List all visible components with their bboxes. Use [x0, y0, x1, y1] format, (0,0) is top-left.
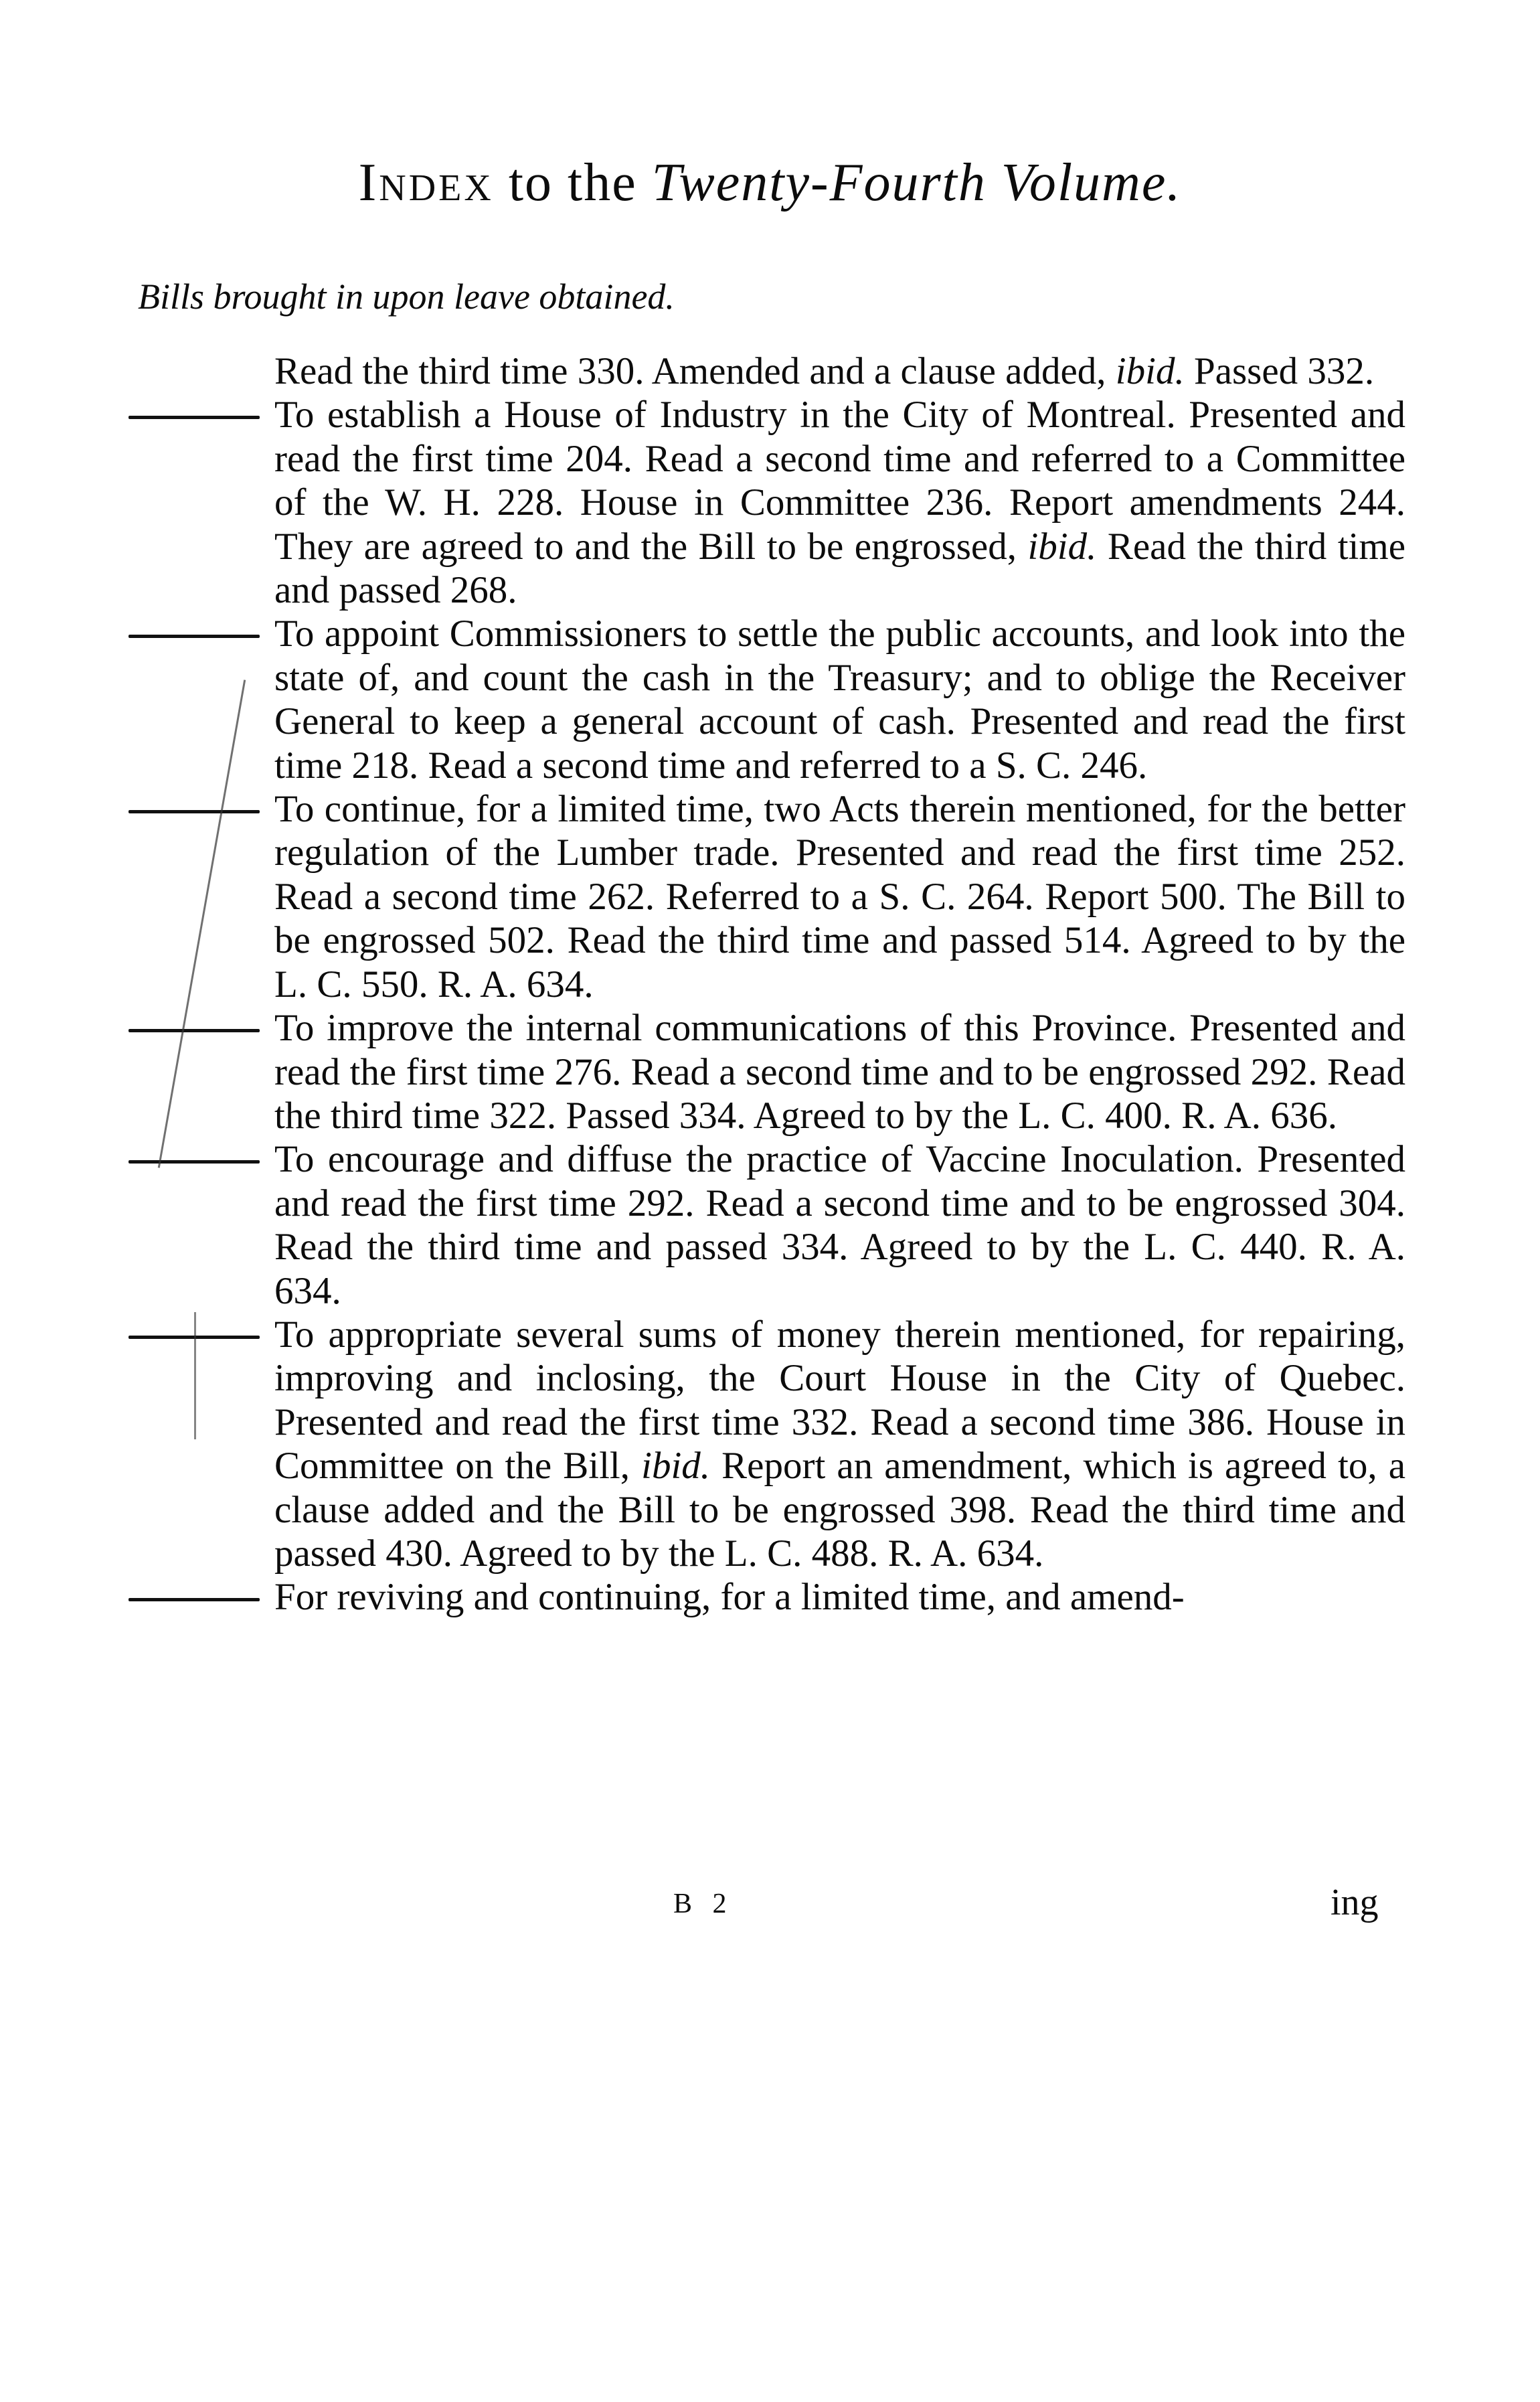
ditto-rule: [129, 1598, 260, 1601]
index-entry: [274, 1575, 1405, 1619]
running-head-index: Index: [358, 153, 494, 212]
running-head-to-the: to the: [508, 153, 637, 212]
index-entry: [274, 787, 1405, 1006]
entry-text: To continue, for a limited time, two Acts therein mentioned, for the better regulation of the Lumber trade. Presented and read the first time 252. Read a second time 262. Referred to a S. C. 264. Report 500. The Bill to be engrossed 502. Read the third time and passed 514. Agreed to by the L. C. 550. R. A. 634.: [274, 788, 1405, 1006]
index-entry: [274, 1006, 1405, 1137]
ditto-rule: [129, 1029, 260, 1032]
margin-pencil-mark: [194, 1312, 196, 1439]
ditto-rule: [129, 635, 260, 638]
section-title: Bills brought in upon leave obtained.: [138, 276, 675, 317]
entry-text: To appropriate several sums of money therein mentioned, for repairing, improving and inclosing, the Court House in the City of Quebec. Presented and read the first time 332. Read a second time 386. House in Committee on the Bill, ibid. Report an amendment, which is agreed to, a clause added and the Bill to be engrossed 398. Read the third time and passed 430. Agreed to by the L. C. 488. R. A. 634.: [274, 1313, 1405, 1575]
index-entry: [274, 1137, 1405, 1313]
entry-text: Read the third time 330. Amended and a clause added, ibid. Passed 332.: [274, 350, 1375, 392]
running-head: [0, 153, 1540, 214]
entry-text: To encourage and diffuse the practice of Vaccine Inoculation. Presented and read the first time 292. Read a second time and to be engrossed 304. Read the third time and passed 334. Agreed to by the L. C. 440. R. A. 634.: [274, 1138, 1405, 1312]
entry-text: For reviving and continuing, for a limited time, and amend-: [274, 1576, 1185, 1619]
running-head-volume: Twenty-Fourth Volume.: [651, 153, 1182, 212]
index-entry: [274, 612, 1405, 787]
index-entry: [274, 393, 1405, 612]
margin-pencil-mark: [158, 679, 246, 1168]
entry-text: To appoint Commissioners to settle the public accounts, and look into the state of, and count the cash in the Treasury; and to oblige the Receiver General to keep a general account of cash. Presented and read the first time 218. Read a second time and referred to a S. C. 246.: [274, 613, 1405, 787]
entry-list: [274, 349, 1405, 1619]
ditto-rule: [129, 1160, 260, 1164]
entry-text: To establish a House of Industry in the City of Montreal. Presented and read the first time 204. Read a second time and referred to a Committee of the W. H. 228. House in Committee 236. Report amendments 244. They are agreed to and the Bill to be engrossed, ibid. Read the third time and passed 268.: [274, 394, 1405, 612]
ditto-rule: [129, 810, 260, 813]
index-entry: [274, 1313, 1405, 1575]
catchword: ing: [1331, 1882, 1379, 1923]
index-entry: [274, 349, 1405, 393]
ditto-rule: [129, 416, 260, 419]
printer-signature: B 2: [673, 1889, 734, 1919]
entry-text: To improve the internal communications of this Province. Presented and read the first time 276. Read a second time and to be engrossed 292. Read the third time 322. Passed 334. Agreed to by the L. C. 400. R. A. 636.: [274, 1007, 1405, 1137]
